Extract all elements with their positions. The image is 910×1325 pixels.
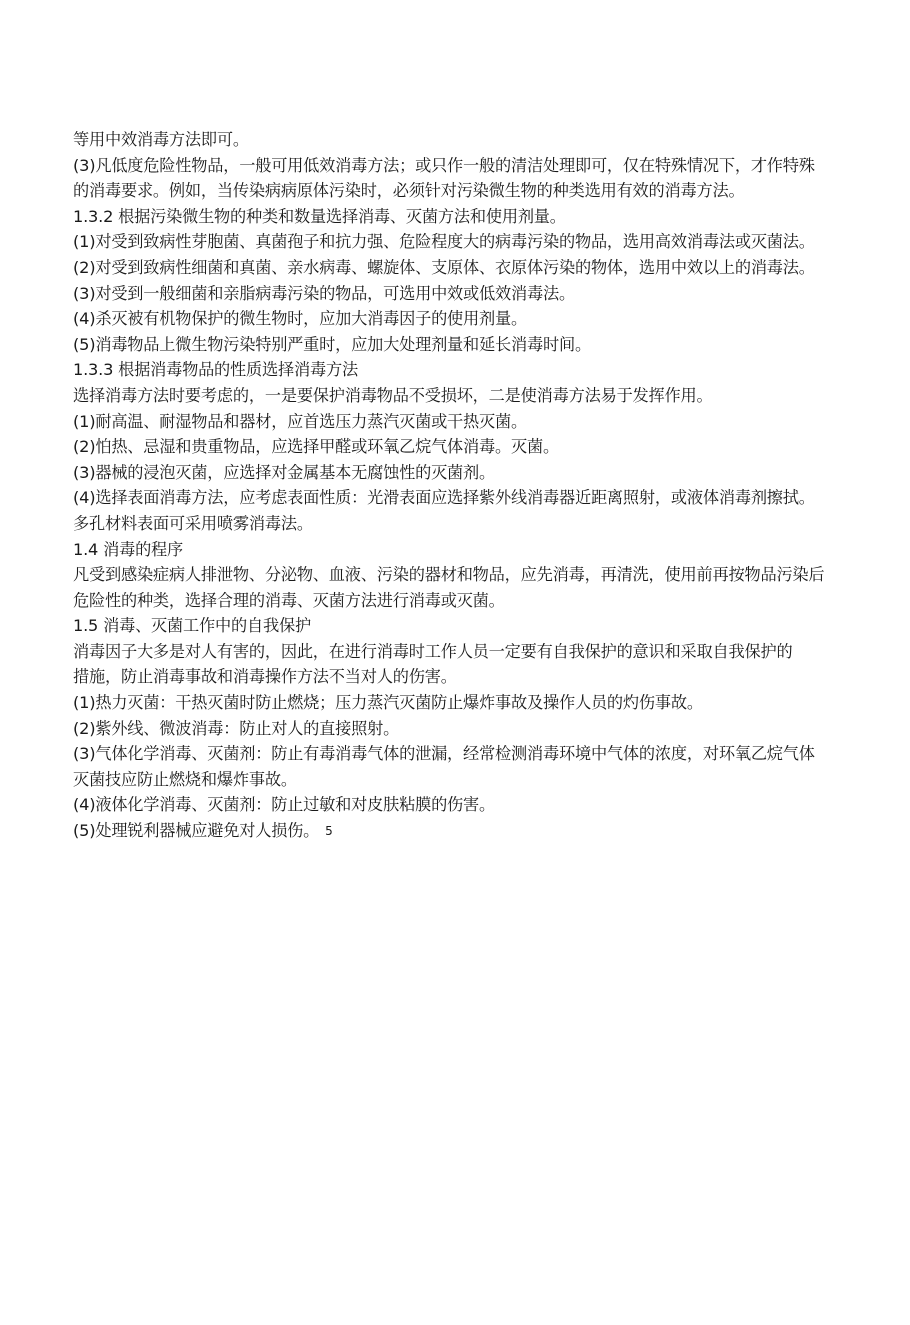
text-line: 多孔材料表面可采用喷雾消毒法。: [73, 513, 313, 533]
section-heading: 1.5 消毒、灭菌工作中的自我保护: [73, 616, 311, 636]
text-line: (4)选择表面消毒方法，应考虑表面性质：光滑表面应选择紫外线消毒器近距离照射，或液体消毒剂擦拭。: [73, 488, 815, 508]
text-line: 灭菌技应防止燃烧和爆炸事故。: [73, 769, 297, 789]
text-line: 选择消毒方法时要考虑的，一是要保护消毒物品不受损坏，二是使消毒方法易于发挥作用。: [73, 385, 713, 405]
document-page: [73, 127, 883, 844]
text-line: 消毒因子大多是对人有害的，因此，在进行消毒时工作人员一定要有自我保护的意识和采取自我保护的: [73, 641, 793, 661]
text-line: (3)对受到一般细菌和亲脂病毒污染的物品，可选用中效或低效消毒法。: [73, 283, 575, 303]
section-heading: 1.4 消毒的程序: [73, 539, 184, 559]
text-line: (2)怕热、忌湿和贵重物品，应选择甲醛或环氧乙烷气体消毒。灭菌。: [73, 437, 559, 457]
text-line: (1)热力灭菌：干热灭菌时防止燃烧；压力蒸汽灭菌防止爆炸事故及操作人员的灼伤事故。: [73, 693, 703, 713]
text-line: (4)液体化学消毒、灭菌剂：防止过敏和对皮肤粘膜的伤害。: [73, 795, 496, 815]
text-line: (2)对受到致病性细菌和真菌、亲水病毒、螺旋体、支原体、衣原体污染的物体，选用中效以上的消毒法。: [73, 257, 815, 277]
text-line: 的消毒要求。例如，当传染病病原体污染时，必须针对污染微生物的种类选用有效的消毒方法。: [73, 181, 745, 201]
text-line: (3)器械的浸泡灭菌，应选择对金属基本无腐蚀性的灭菌剂。: [73, 462, 496, 482]
text-line: (1)耐高温、耐湿物品和器材，应首选压力蒸汽灭菌或干热灭菌。: [73, 411, 527, 431]
page-number: 5: [325, 824, 333, 839]
text-line: (4)杀灭被有机物保护的微生物时，应加大消毒因子的使用剂量。: [73, 309, 527, 329]
section-heading: 1.3.3 根据消毒物品的性质选择消毒方法: [73, 360, 358, 380]
text-line: (5)处理锐利器械应避免对人损伤。: [73, 821, 320, 841]
text-line: (5)消毒物品上微生物污染特别严重时，应加大处理剂量和延长消毒时间。: [73, 334, 591, 354]
text-line: 措施，防止消毒事故和消毒操作方法不当对人的伤害。: [73, 667, 457, 687]
text-line: (3)气体化学消毒、灭菌剂：防止有毒消毒气体的泄漏，经常检测消毒环境中气体的浓度，对环氧乙烷气体: [73, 744, 815, 764]
last-line: [73, 818, 883, 844]
text-line: (3)凡低度危险性物品，一般可用低效消毒方法；或只作一般的清洁处理即可，仅在特殊情况下，才作特殊: [73, 155, 815, 175]
text-line: 等用中效消毒方法即可。: [73, 130, 249, 149]
text-line: (2)紫外线、微波消毒：防止对人的直接照射。: [73, 718, 400, 738]
section-heading: 1.3.2 根据污染微生物的种类和数量选择消毒、灭菌方法和使用剂量。: [73, 206, 566, 226]
text-line: 危险性的种类，选择合理的消毒、灭菌方法进行消毒或灭菌。: [73, 590, 505, 610]
text-line: (1)对受到致病性芽胞菌、真菌孢子和抗力强、危险程度大的病毒污染的物品，选用高效消毒法或灭菌法。: [73, 232, 815, 252]
text-line: 凡受到感染症病人排泄物、分泌物、血液、污染的器材和物品，应先消毒，再清洗，使用前再按物品污染后: [73, 565, 825, 585]
